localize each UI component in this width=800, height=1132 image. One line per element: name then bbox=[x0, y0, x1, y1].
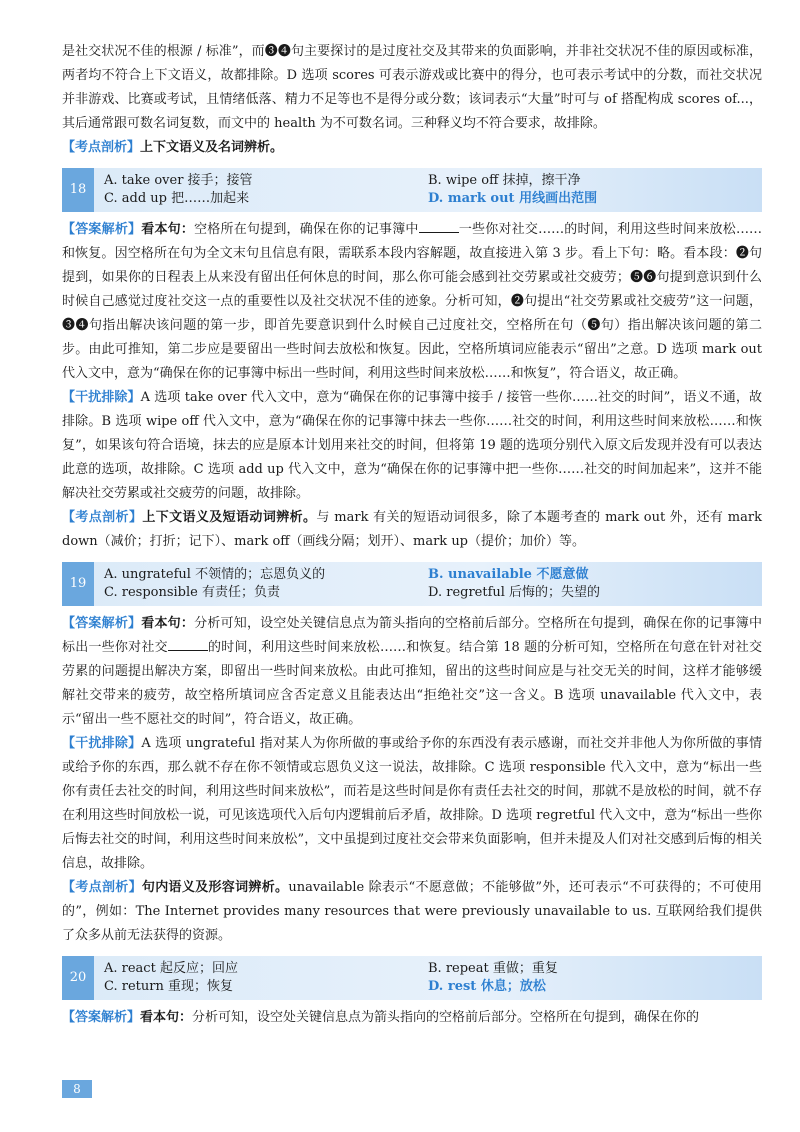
question-19-options bbox=[62, 562, 762, 606]
distractor-q19: 【干扰排除】A 选项 ungrateful 指对某人为你所做的事或给予你的东西没有表示感谢，而社交并非他人为你所做的事情或给予你的东西，那么就不存在你不领情或忘恩负义这一说法，故排除。C 选项 responsible 代入文中，意为“标出一些你有责任去社交的时间，利用这些时间来放松”，而若是这些时间是你有责任去社交的时间，那就不是放松的时间，就不存在利用这些时间放松一说，可见该选项代入后句内逻辑前后矛盾，故排除。D 选项 regretful 代入文中，意为“标出一些你后悔去社交的时间，利用这些时间来放松”，文中虽提到过度社交会带来负面影响，但并未提及人们对社交感到后悔的相关信息，故排除。 bbox=[62, 736, 762, 871]
analysis-q18: 【考点剖析】上下文语义及短语动词辨析。与 mark 有关的短语动词很多，除了本题考查的 mark out 外，还有 mark down（减价；打折；记下）、mark off（画线分隔；划开）、mark up（提价；加价）等。 bbox=[62, 510, 762, 549]
blank-line bbox=[419, 222, 459, 233]
distractor-q18: 【干扰排除】A 选项 take over 代入文中，意为“确保在你的记事簿中接手 / 接管一些你……社交的时间”，语义不通，故排除。B 选项 wipe off 代入文中，意为“确保在你的记事簿中抹去一些你……社交的时间，利用这些时间来放松……和恢复”，如果该句符合语境，抹去的应是原本计划用来社交的时间，但将第 19 题的选项分别代入原文后发现并没有可以表达此意的选项，故排除。C 选项 add up 代入文中，意为“确保在你的记事簿中把一些你……社交的时间加起来”，这并不能解决社交劳累或社交疲劳的问题，故排除。 bbox=[62, 390, 762, 501]
answer-tag: 【答案解析】 bbox=[62, 1010, 141, 1025]
analysis-q17 bbox=[62, 136, 762, 160]
option-a: A. take over 接手；接管 bbox=[104, 173, 253, 188]
distractor-tag: 【干扰排除】 bbox=[62, 736, 142, 751]
analysis-q19: 【考点剖析】句内语义及形容词辨析。unavailable 除表示“不愿意做；不能够做”外，还可表示“不可获得的；不可使用的”，例如：The Internet provides many resources that were previously unavailable to us. 互联网给我们提供了众多从前无法获得的资源。 bbox=[62, 880, 762, 943]
paragraph-q17-tail: 是社交状况不佳的根源 / 标准”，而❸❹句主要探讨的是过度社交及其带来的负面影响，并非社交状况不佳的原因或标准，两者均不符合上下文语义，故都排除。D 选项 scores 可表示游戏或比赛中的得分，也可表示考试中的分数，而社交状况并非游戏、比赛或考试，且情绪低落、精力不足等也不是得分或分数；该词表示“大量”时可与 of 搭配构成 scores of...，其后通常跟可数名词复数，而文中的 health 为不可数名词。三种释义均不符合要求，故排除。 bbox=[62, 44, 762, 131]
option-c: C. return 重现；恢复 bbox=[104, 979, 233, 994]
question-number: 19 bbox=[62, 562, 94, 606]
analysis-text: 上下文语义及名词辨析。 bbox=[140, 140, 284, 155]
option-b-correct: B. unavailable 不愿意做 bbox=[428, 567, 589, 582]
analysis-tag: 【考点剖析】 bbox=[62, 880, 142, 895]
option-a: A. ungrateful 不领情的；忘恩负义的 bbox=[104, 567, 326, 582]
answer-tag: 【答案解析】 bbox=[62, 616, 142, 631]
answer-explanation-q19: 【答案解析】看本句：分析可知，设空处关键信息点为箭头指向的空格前后部分。空格所在句提到，确保在你的记事簿中标出一些你对社交 的时间，利用这些时间来放松……和恢复。结合第 18 题的分析可知，空格所在句意在针对社交劳累的问题提出解决方案，即留出一些时间来放松。由此可推知，留出的这些时间应是与社交无关的时间，这样才能够缓解社交带来的疲劳，故空格所填词应含否定意义且能表达出“拒绝社交”这一含义。B 选项 unavailable 代入文中，表示“留出一些不愿社交的时间”，符合语义，故正确。 bbox=[62, 616, 762, 727]
option-d: D. regretful 后悔的；失望的 bbox=[428, 585, 601, 600]
page-number: 8 bbox=[62, 1080, 92, 1098]
blank-line bbox=[168, 640, 208, 651]
option-a: A. react 起反应；回应 bbox=[104, 961, 238, 976]
analysis-tag: 【考点剖析】 bbox=[62, 140, 141, 155]
option-c: C. add up 把……加起来 bbox=[104, 191, 250, 206]
question-number: 18 bbox=[62, 168, 94, 212]
question-20-options bbox=[62, 956, 762, 1000]
answer-tag: 【答案解析】 bbox=[62, 222, 142, 237]
option-b: B. repeat 重做；重复 bbox=[428, 961, 558, 976]
analysis-tag: 【考点剖析】 bbox=[62, 510, 143, 525]
option-b: B. wipe off 抹掉，擦干净 bbox=[428, 173, 581, 188]
question-number: 20 bbox=[62, 956, 94, 1000]
question-18-options bbox=[62, 168, 762, 212]
answer-explanation-q18: 【答案解析】看本句：空格所在句提到，确保在你的记事簿中 一些你对社交……的时间，利用这些时间来放松……和恢复。因空格所在句为全文末句且信息有限，需联系本段内容解题，故直接进入第 3 步。看上下句：略。看本段：❷句提到，如果你的日程表上从来没有留出任何休息的时间，那么你可能会感到社交劳累或社交疲劳；❺❻句提到意识到什么时候自己感觉过度社交这一点的重要性以及社交状况不佳的迹象。分析可知，❷句提出“社交劳累或社交疲劳”这一问题，❸❹句指出解决该问题的第一步，即首先要意识到什么时候自己过度社交，空格所在句（❺句）指出解决该问题的第二步。由此可推知，第二步应是要留出一些时间去放松和恢复。因此，空格所填词应能表示“留出”之意。D 选项 mark out 代入文中，意为“确保在你的记事簿中标出一些时间，利用这些时间来放松……和恢复”，符合语义，故正确。 bbox=[62, 222, 762, 381]
distractor-tag: 【干扰排除】 bbox=[62, 390, 141, 405]
option-c: C. responsible 有责任；负责 bbox=[104, 585, 280, 600]
page-content bbox=[62, 40, 762, 1030]
option-d-correct: D. mark out 用线画出范围 bbox=[428, 191, 598, 206]
answer-explanation-q20: 【答案解析】看本句：分析可知，设空处关键信息点为箭头指向的空格前后部分。空格所在句提到，确保在你的 bbox=[62, 1010, 700, 1025]
option-d-correct: D. rest 休息；放松 bbox=[428, 979, 546, 994]
